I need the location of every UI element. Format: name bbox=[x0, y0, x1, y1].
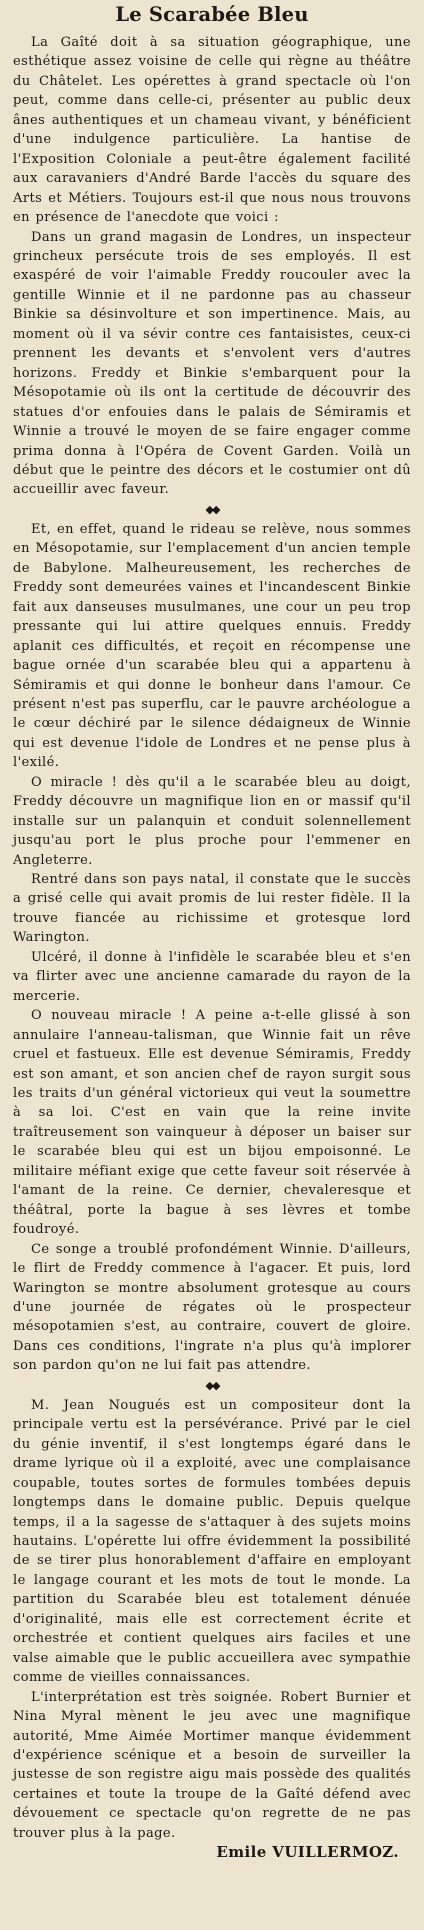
author-signature: Emile VUILLERMOZ. bbox=[216, 1843, 399, 1862]
paragraph: O miracle ! dès qu'il a le scarabée bleu au doigt, Freddy découvre un magnifique lion en or massif qu'il installe sur un palanquin et conduit solennellement jusqu'au port le plus proche pour l'emmener en Angleterre. bbox=[13, 774, 411, 868]
paragraph: O nouveau miracle ! A peine a-t-elle glissé à son annulaire l'anneau-talisman, que Winnie fait un rêve cruel et fastueux. Elle est devenue Sémiramis, Freddy est son amant, et son ancien chef de rayon surgit sous les traits d'un général victorieux qui veut la soumettre à sa loi. C'est en vain que la reine invite traîtreusement son vainqueur à déposer un baiser sur le scarabée bleu qui est un bijou empoisonné. Le militaire méfiant exige que cette faveur soit réservée à l'amant de la reine. Ce dernier, chevaleresque et théâtral, porte la bague à ses lèvres et tombe foudroyé. bbox=[13, 1008, 411, 1238]
paragraph: Dans un grand magasin de Londres, un inspecteur grincheux persécute trois de ses employés. Il est exaspéré de voir l'aimable Freddy roucouler avec la gentille Winnie et il ne pardonne pas au chasseur Binkie sa désinvolture et son impertinence. Mais, au moment où il va sévir contre ces fantaisistes, ceux-ci prennent les devants et s'envolent vers d'autres horizons. Freddy et Binkie s'embarquent pour la Mésopotamie où ils ont la certitude de découvrir des statues d'or enfouies dans le palais de Sémiramis et Winnie a trouvé le moyen de se faire engager comme prima donna à l'Opéra de Covent Garden. Voilà un début que le peintre des décors et le costumier ont dû accueillir avec faveur. bbox=[13, 229, 411, 498]
paragraph: L'interprétation est très soignée. Robert Burnier et Nina Myral mènent le jeu avec une magnifique autorité, Mme Aimée Mortimer manque évidemment d'expérience scénique et a besoin de surveiller la justesse de son registre aigu mais possède des qualités certaines et toute la troupe de la Gaîté défend avec dévouement ce spectacle qu'on regrette de ne pas trouver plus à la page. bbox=[13, 1689, 411, 1841]
article-title: Le Scarabée Bleu bbox=[115, 3, 309, 26]
section-separator: ◆◆ bbox=[205, 502, 219, 516]
paragraph: Ce songe a troublé profondément Winnie. D'ailleurs, le flirt de Freddy commence à l'agacer. Et puis, lord Warington se montre absolument grotesque au cours d'une journée de régates où le prospecteur mésopotamien s'est, au contraire, couvert de gloire. Dans ces conditions, l'ingrate n'a plus qu'à implorer son pardon qu'on ne lui fait pas attendre. bbox=[13, 1241, 411, 1374]
paragraph: La Gaîté doit à sa situation géographique, une esthétique assez voisine de celle qui règne au théâtre du Châtelet. Les opérettes à grand spectacle où l'on peut, comme dans celle-ci, présenter au public deux ânes authentiques et un chameau vivant, y bénéficient d'une indulgence particulière. La hantise de l'Exposition Coloniale a peut-être également facilité aux caravaniers d'André Barde l'accès du square des Arts et Métiers. Toujours est-il que nous nous trouvons en présence de l'anecdote que voici : bbox=[13, 35, 411, 226]
paragraph: M. Jean Nougués est un compositeur dont la principale vertu est la persévérance. Privé par le ciel du génie inventif, il s'est longtemps égaré dans le drame lyrique où il a exploité, avec une complaisance coupable, toutes sortes de formules tombées depuis longtemps dans le domaine public. Depuis quelque temps, il a la sagesse de s'attaquer à des sujets moins hautains. L'opérette lui offre évidemment la possibilité de se tirer plus honorablement d'affaire en employant le langage courant et les mots de tout le monde. La partition du Scarabée bleu est totalement dénuée d'originalité, mais elle est correctement écrite et orchestrée et contient quelques airs faciles et une valse aimable que le public accueillera avec sympathie comme de vieilles connaissances. bbox=[13, 1397, 411, 1686]
paragraph: Rentré dans son pays natal, il constate que le succès a grisé celle qui avait promis de lui rester fidèle. Il la trouve fiancée au richissime et grotesque lord Warington. bbox=[13, 872, 411, 946]
paragraph: Ulcéré, il donne à l'infidèle le scarabée bleu et s'en va flirter avec une ancienne camarade du rayon de la mercerie. bbox=[13, 949, 411, 1004]
paragraph: Et, en effet, quand le rideau se relève, nous sommes en Mésopotamie, sur l'emplacement d'un ancien temple de Babylone. Malheureusement, les recherches de Freddy sont demeurées vaines et l'incandescent Binkie fait aux danseuses musulmanes, une cour un peu trop pressante qui lui attire quelques ennuis. Freddy aplanit ces difficultés, et reçoit en récompense une bague ornée d'un scarabée bleu qui a appartenu à Sémiramis et qui donne le bonheur dans l'amour. Ce présent n'est pas superflu, car le pauvre archéologue a le cœur déchiré par le silence dédaigneux de Winnie qui est devenue l'idole de Londres et ne pense plus à l'exilé. bbox=[13, 521, 411, 771]
section-separator: ◆◆ bbox=[205, 1378, 219, 1392]
